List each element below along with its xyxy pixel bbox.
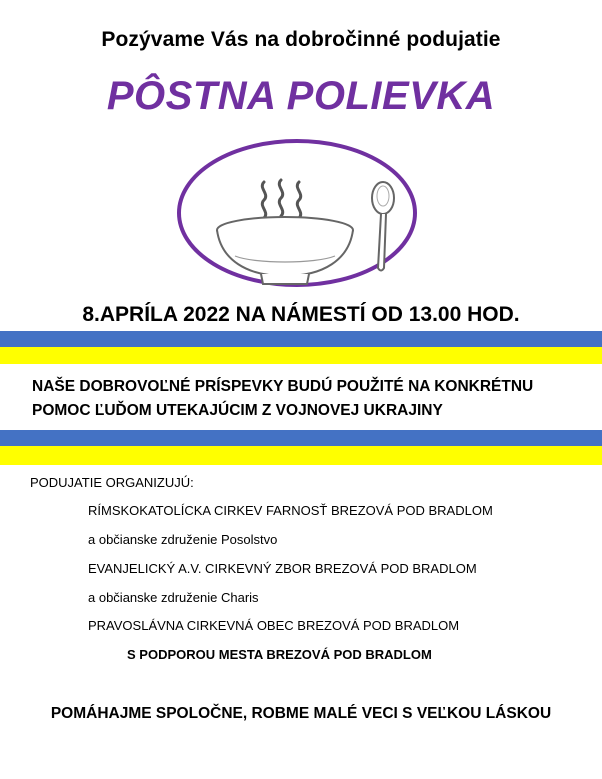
spoon-handle <box>378 214 386 271</box>
invite-line: Pozývame Vás na dobročinné podujatie <box>101 28 501 51</box>
bowl-foot <box>261 274 309 284</box>
page-title: PÔSTNA POLIEVKA <box>106 74 496 118</box>
notice-line-2: POMOC ĽUĎOM UTEKAJÚCIM Z VOJNOVEJ UKRAJINY <box>32 402 443 419</box>
closing-slogan: POMÁHAJME SPOLOČNE, ROBME MALÉ VECI S VEĽKOU LÁSKOU <box>50 705 552 722</box>
spoon-head <box>372 182 394 214</box>
organizer-item: a občianske združenie Posolstvo <box>88 532 278 547</box>
flag-stripe-yellow <box>0 446 602 465</box>
steam-line-1 <box>262 182 265 218</box>
bowl-body <box>217 230 353 276</box>
support-line: S PODPOROU MESTA BREZOVÁ POD BRADLOM <box>127 647 432 662</box>
soup-bowl-icon <box>175 138 425 298</box>
organizers-heading: PODUJATIE ORGANIZUJÚ: <box>30 475 194 490</box>
organizer-item: RÍMSKOKATOLÍCKA CIRKEV FARNOSŤ BREZOVÁ POD BRADLOM <box>88 503 493 518</box>
organizer-item: EVANJELICKÝ A.V. CIRKEVNÝ ZBOR BREZOVÁ POD BRADLOM <box>88 561 477 576</box>
flag-stripe-blue <box>0 331 602 347</box>
notice-line-1: NAŠE DOBROVOĽNÉ PRÍSPEVKY BUDÚ POUŽITÉ NA KONKRÉTNU <box>32 378 534 395</box>
organizer-item: a občianske združenie Charis <box>88 590 259 605</box>
flag-stripe-blue <box>0 430 602 446</box>
donation-notice <box>32 375 592 423</box>
organizer-item: PRAVOSLÁVNA CIRKEVNÁ OBEC BREZOVÁ POD BRADLOM <box>88 618 460 633</box>
steam-line-2 <box>279 180 282 216</box>
flag-stripe-yellow <box>0 347 602 364</box>
steam-line-3 <box>297 182 300 218</box>
event-date: 8.APRÍLA 2022 NA NÁMESTÍ OD 13.00 HOD. <box>82 303 520 326</box>
